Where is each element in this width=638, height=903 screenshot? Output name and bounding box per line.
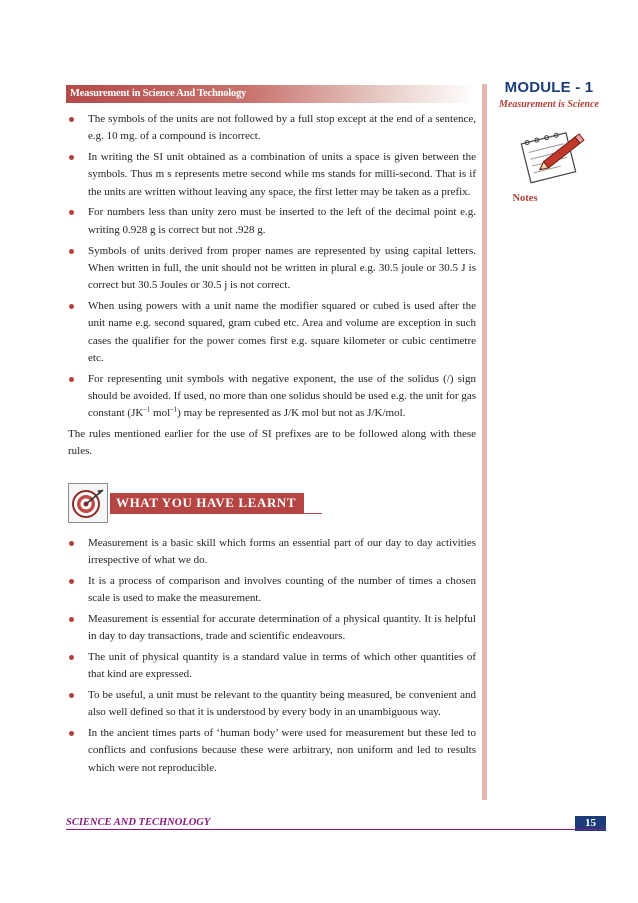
rule-text: mol	[150, 407, 171, 420]
list-item: Measurement is essential for accurate determination of a physical quantity. It is helpful in day to day transactions, trade and scientific endeavours.	[68, 611, 476, 646]
rule-text: For representing unit symbols with negative exponent, the use of the solidus (/) sign should be avoided. If used, no more than one solidus should be used e.g. the unit for gas constant (JK	[88, 372, 476, 420]
rule-text: ) may be represented as J/K mol but not as J/K/mol.	[177, 407, 406, 420]
list-item: In the ancient times parts of ‘human body’ were used for measurement but these led to conflicts and confusions because these were arbitrary, non uniform and led to results which were not reproducible.	[68, 725, 476, 777]
list-item: When using powers with a unit name the modifier squared or cubed is used after the unit name e.g. second squared, gram cubed etc. Area and volume are exception in such cases the qualifier for the power comes first e.g. square kilometer or cubic centimetre etc.	[68, 298, 476, 367]
module-subtitle: Measurement is Science	[499, 99, 599, 110]
list-item: The symbols of the units are not followed by a full stop except at the end of a sentence, e.g. 10 mg. of a compound is incorrect.	[68, 111, 476, 146]
section-header: Measurement in Science And Technology	[66, 85, 476, 103]
title-underline	[110, 513, 322, 515]
list-item: To be useful, a unit must be relevant to the quantity being measured, be convenient and also well defined so that it is understood by every body in an unambiguous way.	[68, 687, 476, 722]
margin-rule	[482, 84, 487, 800]
list-item	[68, 371, 476, 423]
learnt-list	[68, 535, 476, 777]
page-content	[68, 111, 476, 781]
list-item: Measurement is a basic skill which forms an essential part of our day to day activities irrespective of what we do.	[68, 535, 476, 570]
section-title: WHAT YOU HAVE LEARNT	[110, 493, 304, 513]
list-item: Symbols of units derived from proper names are represented by using capital letters. When written in full, the unit should not be written in plural e.g. 30.5 joule or 30.5 J is correct but 30.5 Joules or 30.5 j is not correct.	[68, 243, 476, 295]
list-item: It is a process of comparison and involves counting of the number of times a chosen scale is used to make the measurement.	[68, 573, 476, 608]
target-icon	[68, 483, 108, 523]
notepad-pencil-icon	[514, 122, 592, 192]
list-item: For numbers less than unity zero must be inserted to the left of the decimal point e.g. writing 0.928 g is correct but not .928 g.	[68, 204, 476, 239]
exponent: –1	[143, 405, 151, 414]
exponent: –1	[170, 405, 178, 414]
module-title: MODULE - 1	[504, 79, 594, 96]
footer-title: SCIENCE AND TECHNOLOGY	[66, 817, 211, 828]
notes-label: Notes	[512, 193, 538, 204]
page-number: 15	[575, 816, 606, 831]
rules-list	[68, 111, 476, 423]
learnt-heading	[68, 483, 476, 523]
list-item: The unit of physical quantity is a standard value in terms of which other quantities of that kind are expressed.	[68, 649, 476, 684]
footer-rule	[66, 829, 606, 830]
list-item: In writing the SI unit obtained as a combination of units a space is given between the symbols. Thus m s represents metre second while ms stands for milli-second. That is if the units are written without leaving any space, the first letter may be taken as a prefix.	[68, 149, 476, 201]
closing-paragraph: The rules mentioned earlier for the use of SI prefixes are to be followed along with these rules.	[68, 428, 476, 458]
